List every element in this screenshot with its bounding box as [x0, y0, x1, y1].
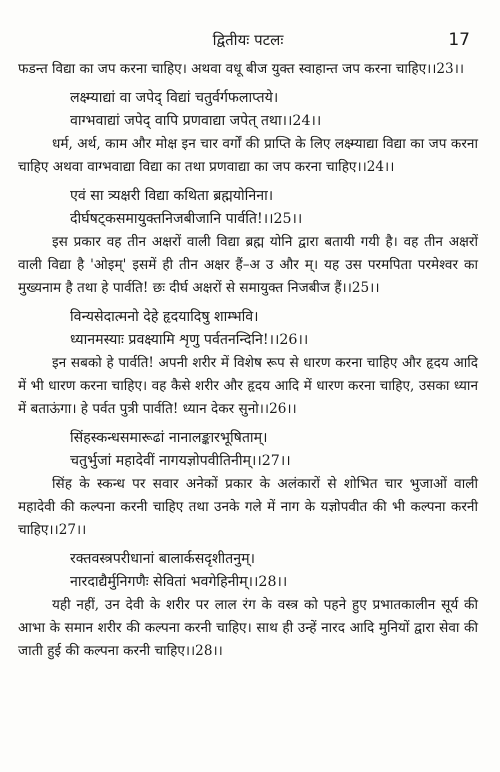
prose-paragraph: इन सबको हे पार्वति! अपनी शरीर में विशेष रूप से धारण करना चाहिए और हृदय आदि में भी धारण करना चाहिए। वह कैसे शरीर और हृदय आदि में धारण करना चाहिए, उसका ध्यान में बताऊंगा। हे पर्वत पुत्री पार्वति! ध्यान देकर सुनो।।26।। [18, 355, 478, 417]
verse-line: रक्तवस्त्रपरीधानां बालार्कसदृशीतनुम्। [70, 551, 255, 567]
prose-paragraph: सिंह के स्कन्ध पर सवार अनेकों प्रकार के अलंकारों से शोभित चार भुजाओं वाली महादेवी की कल्पना करनी चाहिए तथा उनके गले में नाग के यज्ञोपवीत की भी कल्पना करनी चाहिए।।27।। [18, 476, 478, 538]
verse-line: लक्ष्म्याद्यां वा जपेद् विद्यां चतुर्वर्गफलाप्तये। [70, 90, 279, 106]
verse-line: चतुर्भुजां महादेवीं नागयज्ञोपवीतिनीम्।।27।। [70, 453, 291, 469]
verse-line: नारदाद्यैर्मुनिगणैः सेवितां भवगेहिनीम्।।28।। [70, 574, 288, 590]
page-number: 17 [448, 30, 470, 50]
verse-line: सिंहस्कन्धसमारूढां नानालङ्कारभूषिताम्। [70, 430, 268, 446]
verse-line: विन्यसेदात्मनो देहे हृदयादिषु शाम्भवि। [70, 309, 259, 325]
verse-line: वाग्भवाद्यां जपेद् वापि प्रणवाद्या जपेत् तथा।।24।। [70, 113, 322, 129]
chapter-title: द्वितीयः पटलः [212, 31, 284, 49]
prose-paragraph: यही नहीं, उन देवी के शरीर पर लाल रंग के वस्त्र को पहने हुए प्रभातकालीन सूर्य की आभा के समान शरीर की कल्पना करनी चाहिए। साथ ही उन्हें नारद आदि मुनियों द्वारा सेवा की जाती हुई की कल्पना करनी चाहिए।।28।। [18, 597, 478, 659]
prose-paragraph: फडन्त विद्या का जप करना चाहिए। अथवा वधू बीज युक्त स्वाहान्त जप करना चाहिए।।23।। [18, 61, 465, 77]
verse-line: एवं सा त्र्यक्षरी विद्या कथिता ब्रह्मयोनिना। [70, 188, 274, 204]
verse-line: ध्यानमस्याः प्रवक्ष्यामि शृणु पर्वतनन्दिनि!।।26।। [70, 332, 309, 348]
prose-paragraph: धर्म, अर्थ, काम और मोक्ष इन चार वर्गों की प्राप्ति के लिए लक्ष्म्याद्या विद्या का जप करना चाहिए अथवा वाग्भवाद्या विद्या का तथा प्रणवाद्या का जप करना चाहिए।।24।। [18, 136, 478, 175]
verse-line: दीर्घषट्कसमायुक्तनिजबीजानि पार्वति!।।25।। [70, 211, 303, 227]
prose-paragraph: इस प्रकार वह तीन अक्षरों वाली विद्या ब्रह्म योनि द्वारा बतायी गयी है। वह तीन अक्षरों वाली विद्या है 'ओइम्' इसमें ही तीन अक्षर हैं–अ उ और म्। यह उस परमपिता परमेश्वर का मुख्यनाम है तथा हे पार्वति! छः दीर्घ अक्षरों से समायुक्त निजबीज हैं।।25।। [18, 234, 478, 296]
page-header [18, 30, 478, 58]
